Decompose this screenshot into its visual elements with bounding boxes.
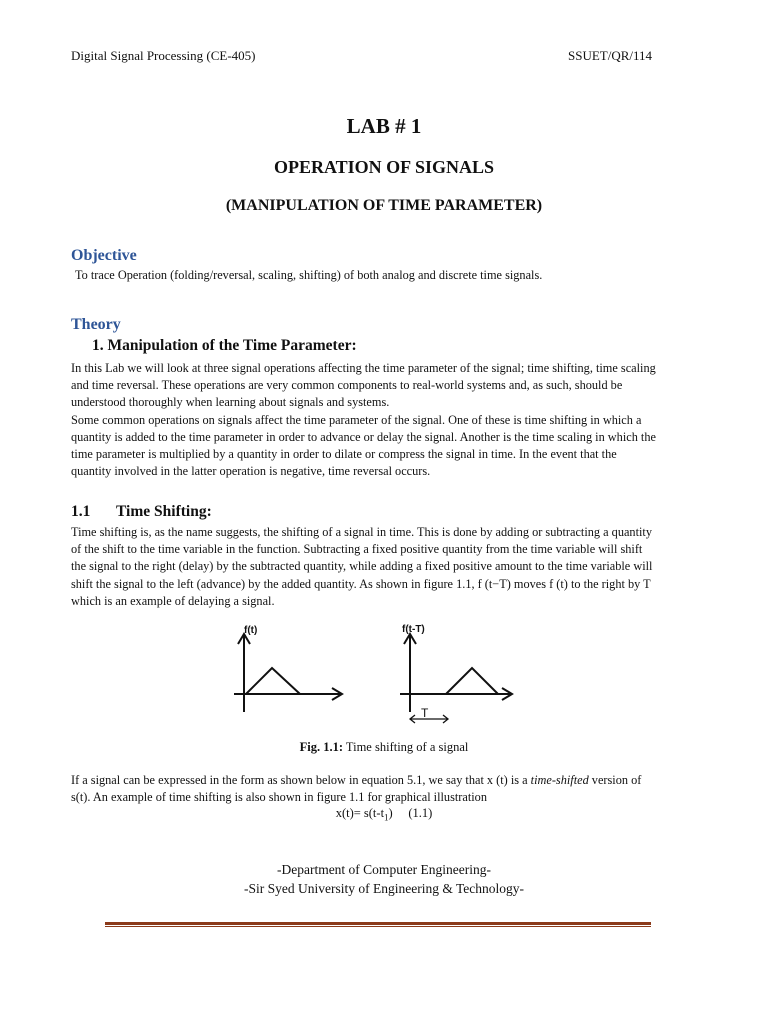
- theory-subheading: 1. Manipulation of the Time Parameter:: [92, 337, 357, 354]
- footer-rule-thin: [105, 926, 651, 927]
- section-number: 1.1: [71, 503, 91, 520]
- time-shift-figure: [228, 618, 524, 730]
- emphasis-term: time-shifted: [530, 773, 589, 787]
- caption-label: Fig. 1.1:: [299, 740, 344, 754]
- footer-rule: [105, 922, 651, 925]
- paragraph-line: the signal to the right (delay) by the subtracted quantity, while adding a fixed positive amount to the time variable will: [71, 559, 653, 574]
- theory-paragraph: [71, 360, 701, 480]
- label-ft-shifted: f(t-T): [402, 624, 425, 635]
- label-shift-t: T: [421, 706, 429, 720]
- footer-university: -Sir Syed University of Engineering & Technology-: [243, 881, 524, 896]
- paragraph-line: understood thoroughly when learning about signals and systems.: [71, 395, 390, 410]
- paragraph-line: s(t). An example of time shifting is also shown in figure 1.1 for graphical illustration: [71, 790, 487, 805]
- triangle-signal-right: [446, 668, 498, 694]
- objective-text: To trace Operation (folding/reversal, scaling, shifting) of both analog and discrete time signals.: [75, 268, 543, 282]
- figure-caption: [0, 740, 768, 755]
- lab-title: LAB # 1: [346, 114, 422, 138]
- paragraph-line: time parameter is multiplied by a quantity in order to dilate or compress the signal in time. In the event that the: [71, 447, 617, 462]
- paragraph-line: [71, 772, 701, 789]
- paragraph-line: and time reversal. These operations are very common components to real-world systems and, as such, should be: [71, 378, 623, 393]
- sub-title: (MANIPULATION OF TIME PARAMETER): [225, 197, 543, 214]
- header-code: SSUET/QR/114: [568, 48, 653, 63]
- paragraph-line: which is an example of delaying a signal.: [71, 593, 275, 608]
- line-post: version of: [588, 773, 642, 787]
- equation-subscript: 1: [384, 812, 389, 823]
- paragraph-line: of the shift to the time variable in the function. Subtracting a fixed positive quantity from the time variable will shift: [71, 542, 643, 557]
- paragraph-line: Time shifting is, as the name suggests, the shifting of a signal in time. This is done by adding or subtracting a quantity: [71, 525, 652, 539]
- equation: [0, 806, 768, 823]
- footer-department: -Department of Computer Engineering-: [276, 862, 492, 877]
- paragraph-line: quantity is added to the time parameter in order to advance or delay the signal. Another is the time scaling in which the: [71, 429, 656, 444]
- paragraph-line: shift the signal to the left (advance) by the added quantity. As shown in figure 1.1, f (t−T) moves f (t) to the right by T: [71, 576, 651, 591]
- label-ft: f(t): [244, 625, 258, 636]
- header-course: Digital Signal Processing (CE-405): [71, 48, 256, 63]
- theory-heading: Theory: [71, 316, 121, 333]
- objective-heading: Objective: [71, 247, 137, 264]
- paragraph-line: quantity involved in the latter operation is negative, time reversal occurs.: [71, 464, 431, 479]
- equation-number: ) (1.1): [388, 806, 433, 820]
- line-pre: If a signal can be expressed in the form as shown below in equation 5.1, we say that x (t) is a: [71, 773, 531, 787]
- shift-definition-paragraph: [71, 772, 701, 806]
- equation-main: x(t)= s(t-t: [335, 806, 385, 820]
- section-heading: Time Shifting:: [116, 503, 212, 520]
- caption-text: Time shifting of a signal: [343, 740, 469, 754]
- main-title: OPERATION OF SIGNALS: [273, 157, 495, 177]
- triangle-signal-left: [246, 668, 300, 694]
- paragraph-line: Some common operations on signals affect the time parameter of the signal. One of these is time shifting in which a: [71, 412, 642, 427]
- paragraph-line: In this Lab we will look at three signal operations affecting the time parameter of the signal; time shifting, time scaling: [71, 361, 656, 375]
- time-shifting-paragraph: [71, 524, 701, 610]
